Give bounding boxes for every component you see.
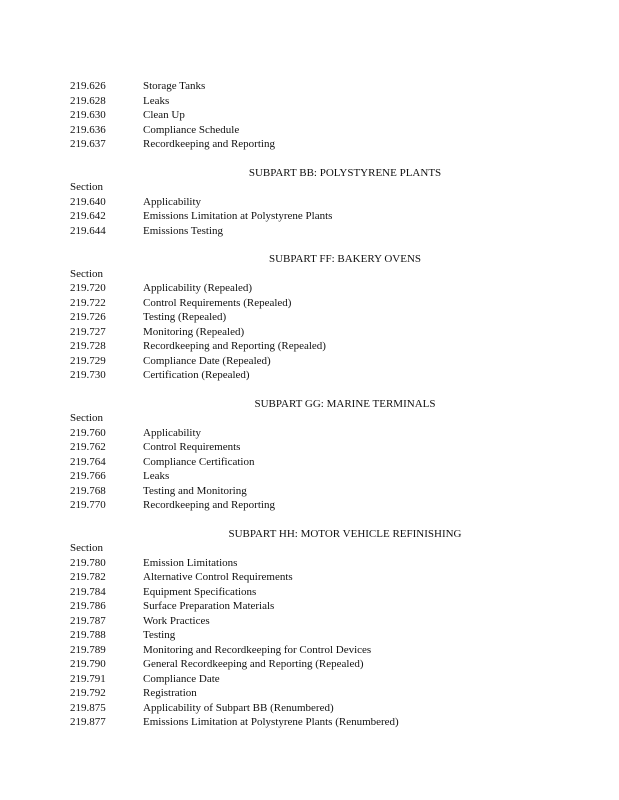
section-entry (70, 672, 560, 687)
section-entry (70, 94, 560, 109)
section-number: 219.762 (70, 441, 106, 453)
section-title: Compliance Date (Repealed) (143, 354, 271, 367)
section-entry (70, 325, 560, 340)
subpart-heading: SUBPART BB: POLYSTYRENE PLANTS (248, 166, 442, 179)
section-entry (70, 570, 560, 585)
section-title: Emissions Testing (143, 224, 224, 237)
section-entry (70, 614, 560, 629)
section-title: Compliance Date (143, 672, 220, 685)
section-label: Section (70, 412, 103, 424)
section-title: Equipment Specifications (143, 585, 257, 598)
section-number: 219.626 (70, 80, 106, 92)
section-number: 219.728 (70, 340, 106, 352)
section-title: Applicability (143, 195, 202, 208)
section-number: 219.637 (70, 138, 106, 150)
section-number: 219.764 (70, 455, 106, 468)
section-number: 219.729 (70, 354, 106, 367)
section-title: Work Practices (143, 614, 210, 627)
section-label: Section (70, 181, 103, 193)
section-title: Leaks (143, 94, 170, 107)
section-entry (70, 599, 560, 614)
section-number: 219.768 (70, 484, 106, 497)
section-entry (70, 209, 560, 224)
section-entry (70, 484, 560, 499)
section-title: Alternative Control Requirements (143, 571, 293, 583)
section-entry (70, 137, 560, 152)
section-title: General Recordkeeping and Reporting (Repealed) (143, 658, 364, 670)
section-title: Recordkeeping and Reporting (Repealed) (143, 340, 326, 352)
section-number: 219.791 (70, 672, 106, 685)
section-title: Testing and Monitoring (143, 484, 247, 497)
section-entry (70, 123, 560, 138)
section-title: Recordkeeping and Reporting (143, 138, 275, 150)
section-number: 219.730 (70, 369, 106, 381)
section-entry (70, 440, 560, 455)
section-title: Monitoring (Repealed) (143, 325, 245, 338)
subpart-block (70, 397, 560, 513)
section-title: Emission Limitations (143, 556, 238, 569)
section-number: 219.640 (70, 195, 106, 208)
subpart-heading: SUBPART FF: BAKERY OVENS (268, 253, 422, 265)
section-number: 219.630 (70, 109, 106, 121)
section-number: 219.790 (70, 658, 106, 670)
section-number: 219.727 (70, 325, 106, 338)
section-entry (70, 643, 560, 658)
section-number: 219.786 (70, 600, 106, 612)
subpart-block (70, 527, 560, 730)
section-number: 219.789 (70, 643, 106, 656)
section-title: Registration (143, 687, 197, 699)
section-entry (70, 701, 560, 716)
section-number: 219.788 (70, 629, 106, 641)
subpart-block (70, 79, 560, 152)
section-number: 219.877 (70, 716, 106, 728)
section-title: Emissions Limitation at Polystyrene Plants (Renumbered) (143, 716, 399, 728)
subpart-heading: SUBPART GG: MARINE TERMINALS (254, 397, 436, 410)
section-entry (70, 455, 560, 470)
section-number: 219.766 (70, 470, 106, 482)
section-number: 219.760 (70, 426, 106, 439)
section-number: 219.628 (70, 94, 106, 107)
section-title: Leaks (143, 470, 170, 482)
section-entry (70, 498, 560, 513)
section-title: Surface Preparation Materials (143, 600, 275, 612)
section-entry (70, 585, 560, 600)
section-entry (70, 296, 560, 311)
section-label: Section (70, 542, 103, 554)
subpart-block (70, 252, 560, 383)
section-title: Clean Up (143, 109, 185, 121)
section-entry (70, 281, 560, 296)
section-title: Monitoring and Recordkeeping for Control Devices (143, 643, 372, 656)
section-number: 219.720 (70, 282, 106, 294)
section-entry (70, 339, 560, 354)
section-label: Section (70, 267, 103, 280)
section-number: 219.722 (70, 296, 106, 309)
section-number: 219.782 (70, 571, 106, 583)
section-entry (70, 715, 560, 730)
section-title: Testing (143, 629, 176, 641)
section-number: 219.770 (70, 499, 106, 511)
section-entry (70, 224, 560, 239)
subpart-heading: SUBPART HH: MOTOR VEHICLE REFINISHING (228, 527, 462, 540)
section-number: 219.644 (70, 224, 106, 237)
section-title: Storage Tanks (143, 80, 206, 92)
table-of-contents (70, 79, 560, 730)
section-entry (70, 195, 560, 210)
section-entry (70, 310, 560, 325)
section-number: 219.792 (70, 687, 106, 699)
section-entry (70, 628, 560, 643)
subpart-block (70, 166, 560, 239)
section-title: Compliance Certification (143, 455, 255, 468)
section-entry (70, 556, 560, 571)
section-entry (70, 108, 560, 123)
section-entry (70, 469, 560, 484)
section-number: 219.780 (70, 556, 106, 569)
section-entry (70, 79, 560, 94)
section-title: Emissions Limitation at Polystyrene Plants (143, 210, 333, 222)
section-number: 219.642 (70, 210, 106, 222)
section-number: 219.636 (70, 123, 106, 136)
section-title: Applicability of Subpart BB (Renumbered) (143, 701, 334, 714)
section-title: Control Requirements (143, 441, 241, 453)
section-number: 219.787 (70, 614, 106, 627)
section-entry (70, 354, 560, 369)
section-title: Testing (Repealed) (143, 311, 227, 323)
section-number: 219.784 (70, 585, 106, 598)
section-number: 219.875 (70, 701, 106, 714)
section-title: Control Requirements (Repealed) (143, 296, 292, 309)
section-entry (70, 686, 560, 701)
section-title: Certification (Repealed) (143, 369, 250, 381)
section-entry (70, 426, 560, 441)
section-title: Recordkeeping and Reporting (143, 499, 275, 511)
section-entry (70, 368, 560, 383)
section-number: 219.726 (70, 311, 106, 323)
section-title: Applicability (143, 426, 202, 439)
section-title: Compliance Schedule (143, 123, 240, 136)
section-title: Applicability (Repealed) (143, 282, 253, 294)
section-entry (70, 657, 560, 672)
